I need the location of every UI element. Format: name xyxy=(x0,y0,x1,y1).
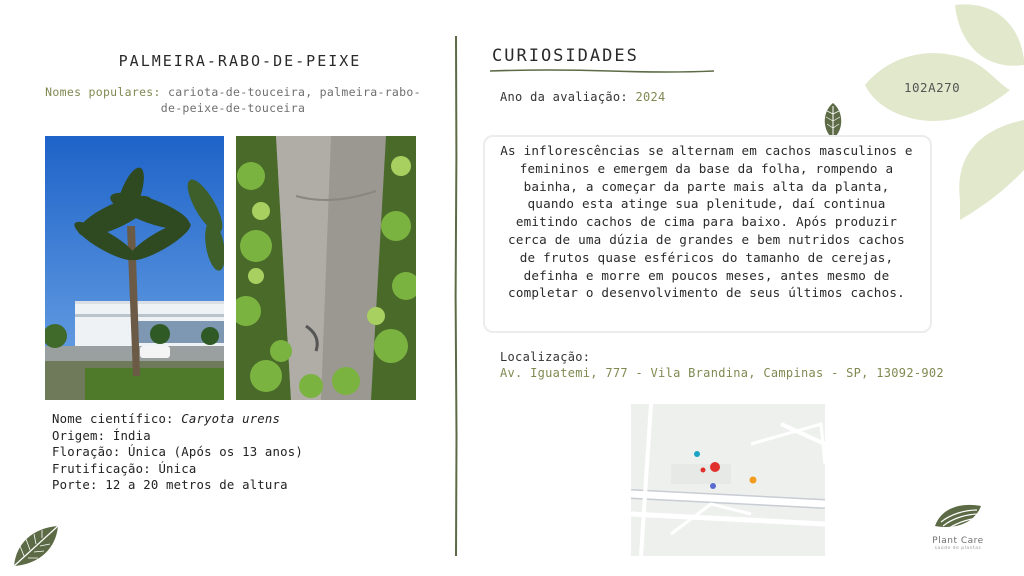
flowering-value: Única (Após os 13 anos) xyxy=(128,445,303,459)
common-names-value: cariota-de-touceira, palmeira-rabo-de-peixe-de-touceira xyxy=(160,85,421,115)
title-underline xyxy=(490,68,714,74)
fact-scientific-name xyxy=(52,411,303,428)
trunk-closeup-photo xyxy=(236,136,416,400)
curiosities-title: CURIOSIDADES xyxy=(492,46,639,66)
plant-facts xyxy=(52,411,303,494)
fruiting-value: Única xyxy=(158,461,197,476)
flowering-label: Floração: xyxy=(52,445,121,459)
location-address: Av. Iguatemi, 777 - Vila Brandina, Campinas - SP, 13092-902 xyxy=(500,366,944,380)
fruiting-label: Frutificação: xyxy=(52,461,151,476)
fact-fruiting xyxy=(52,461,303,478)
year-label: Ano da avaliação: xyxy=(500,90,628,104)
origin-label: Origem: xyxy=(52,428,106,443)
common-names xyxy=(40,84,426,116)
plant-title: PALMEIRA-RABO-DE-PEIXE xyxy=(118,52,362,70)
brand-logo xyxy=(918,500,998,551)
size-label: Porte: xyxy=(52,478,98,492)
brand-name: Plant Care xyxy=(932,536,984,546)
vertical-divider xyxy=(454,36,458,556)
fact-flowering xyxy=(52,444,303,461)
evaluation-year xyxy=(500,90,666,104)
location-map[interactable] xyxy=(631,404,825,556)
fact-size xyxy=(52,477,303,494)
scientific-name-label: Nome científico: xyxy=(52,412,174,426)
year-value: 2024 xyxy=(635,90,666,104)
fact-origin xyxy=(52,428,303,445)
curiosities-text: As inflorescências se alternam em cachos masculinos e femininos e emergem da base da folha, rompendo a bainha, a começar da parte mais alta da planta, quando esta atinge sua plenitude, daí continua emitindo cachos de cima para baixo. Após produzir cerca de uma dúzia de grandes e bem nutridos cachos de frutos quase esféricos do tamanho de cerejas, definha e morre em poucos meses, antes mesmo de completar o desenvolvimento de seus últimos cachos. xyxy=(500,143,913,301)
origin-value: Índia xyxy=(112,428,151,443)
leaf-icon xyxy=(12,524,60,568)
plant-care-logo-icon xyxy=(931,500,985,530)
brand-tagline: saúde de plantas xyxy=(934,546,982,551)
scientific-name-value: Caryota urens xyxy=(181,412,281,426)
size-value: 12 a 20 metros de altura xyxy=(105,478,288,492)
palm-tree-photo xyxy=(45,136,224,400)
plant-code: 102A270 xyxy=(904,80,961,95)
location-label: Localização: xyxy=(500,350,591,364)
common-names-label: Nomes populares: xyxy=(45,85,161,99)
